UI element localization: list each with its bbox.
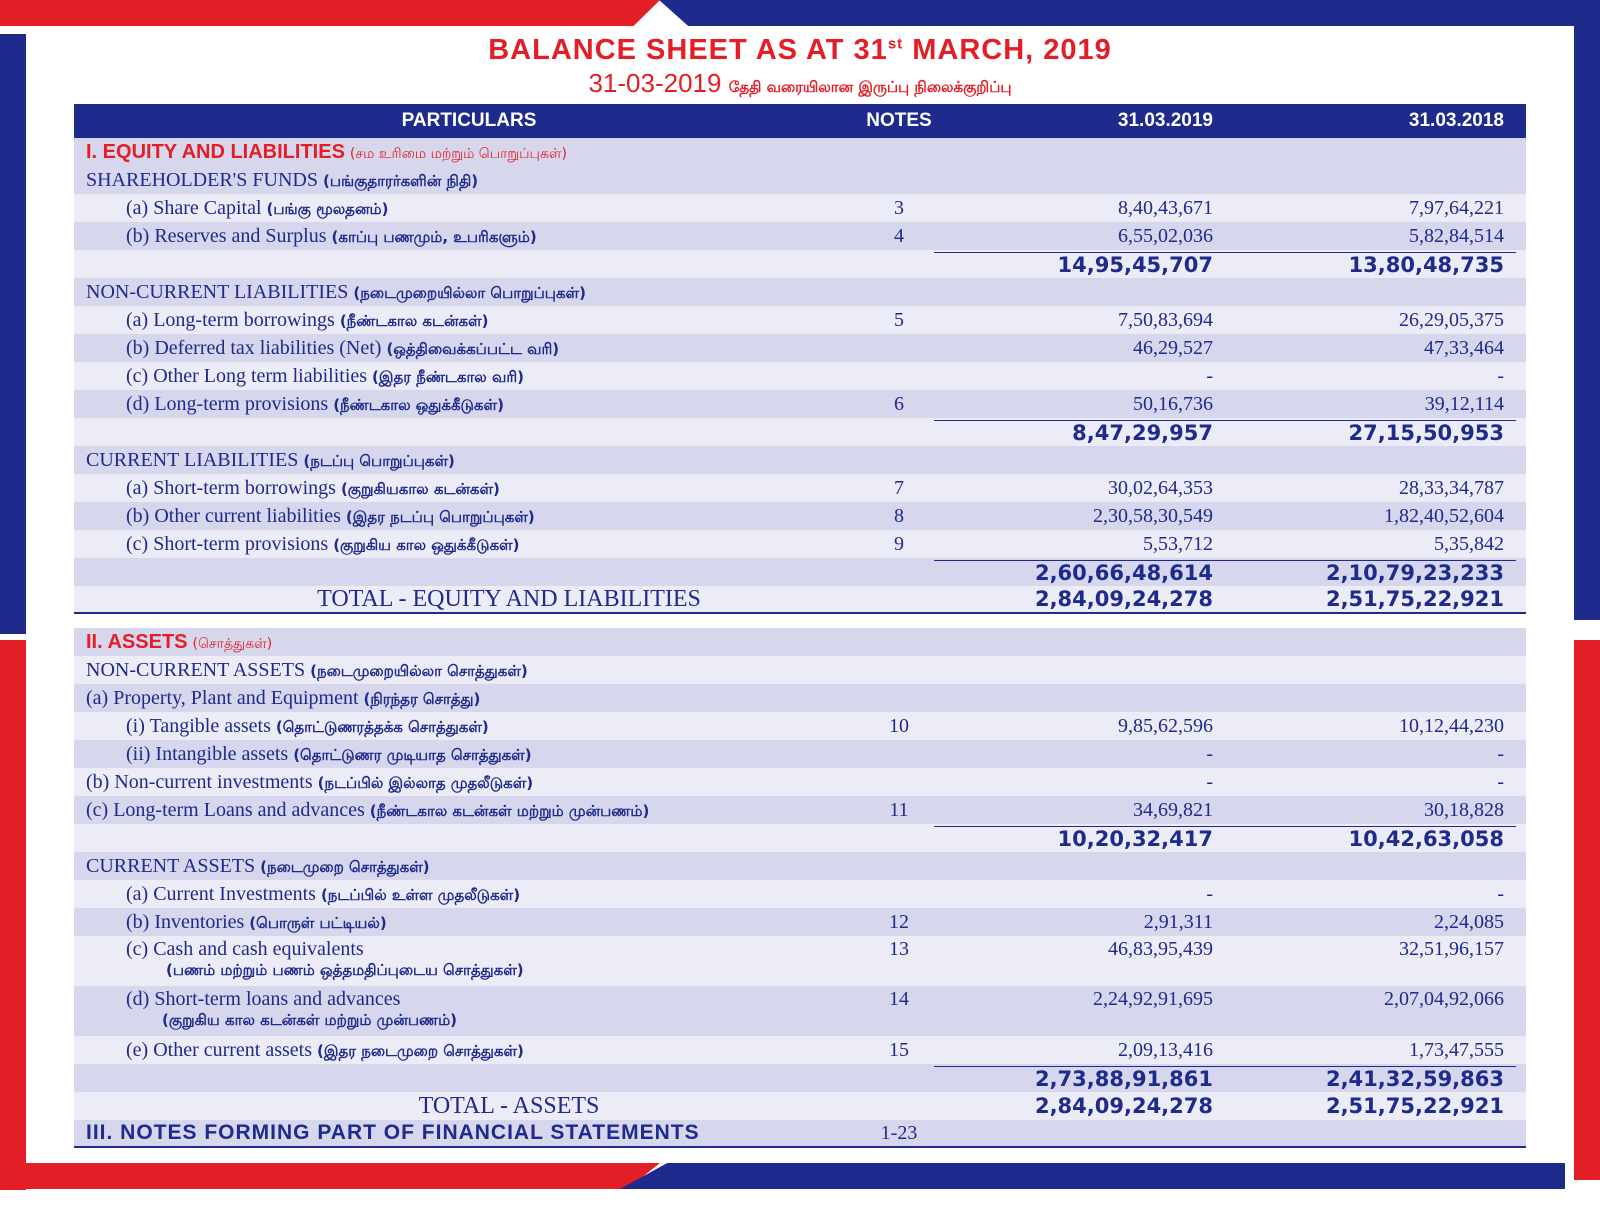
value-2019: 2,91,311 — [1143, 910, 1213, 933]
value-2018: 1,73,47,555 — [1409, 1038, 1504, 1061]
value-2019: 50,16,736 — [1133, 392, 1213, 415]
label-tamil: (குறுகிய கால கடன்கள் மற்றும் முன்பணம்) — [162, 1011, 458, 1029]
label-tamil: (நடப்பு பொறுப்புகள்) — [303, 451, 455, 470]
header-notes: NOTES — [866, 110, 932, 131]
frame-red-top-left — [0, 0, 660, 26]
subtotal-row — [74, 250, 1526, 278]
note: 3 — [894, 196, 904, 219]
table-row — [74, 986, 1526, 1036]
label-tamil: (நடப்பில் உள்ள முதலீடுகள்) — [320, 885, 521, 904]
label-tamil: (ஒத்திவைக்கப்பட்ட வரி) — [386, 339, 560, 358]
value-2018: 1,82,40,52,604 — [1384, 504, 1504, 527]
total-equity-liabilities-row — [74, 586, 1526, 614]
label-tamil: (நீண்டகால கடன்கள்) — [339, 311, 489, 330]
label: (b) Inventories — [126, 910, 245, 933]
label-tamil: (பணம் மற்றும் பணம் ஒத்தமதிப்புடைய சொத்துகள்) — [166, 961, 524, 979]
section-title: II. ASSETS — [86, 630, 188, 653]
page-title: BALANCE SHEET AS AT 31st MARCH, 2019 — [488, 34, 1112, 66]
notes-range: 1-23 — [880, 1121, 918, 1144]
label-tamil: (நிரந்தர சொத்து) — [363, 689, 481, 708]
label: (c) Short-term provisions — [126, 532, 329, 555]
label-tamil: (பொருள் பட்டியல்) — [249, 913, 387, 932]
value-2018: 28,33,34,787 — [1399, 476, 1504, 499]
label: NON-CURRENT LIABILITIES — [86, 280, 349, 303]
subtotal-2018: 2,10,79,23,233 — [1219, 560, 1516, 585]
value-2019: - — [1206, 364, 1213, 387]
label: (b) Non-current investments — [86, 770, 313, 793]
label: (b) Reserves and Surplus — [126, 224, 327, 247]
label: (d) Short-term loans and advances — [126, 988, 401, 1010]
frame-bottom-red — [0, 1163, 660, 1189]
total-2019: 2,84,09,24,278 — [1034, 587, 1213, 611]
subtotal-2019: 8,47,29,957 — [934, 420, 1219, 445]
subtotal-row — [74, 824, 1526, 852]
subtotal-2019: 2,60,66,48,614 — [934, 560, 1219, 585]
table-row — [74, 474, 1526, 502]
header-2019: 31.03.2019 — [1117, 110, 1213, 131]
value-2019: - — [1206, 882, 1213, 905]
table-row — [74, 222, 1526, 250]
total-label: TOTAL - EQUITY AND LIABILITIES — [317, 585, 701, 612]
note: 11 — [889, 798, 909, 821]
value-2018: - — [1497, 364, 1504, 387]
value-2019: - — [1206, 742, 1213, 765]
value-2018: 47,33,464 — [1424, 336, 1504, 359]
value-2019: 7,50,83,694 — [1118, 308, 1213, 331]
header-particulars: PARTICULARS — [401, 110, 537, 131]
value-2019: 34,69,821 — [1133, 798, 1213, 821]
total-2019: 2,84,09,24,278 — [1034, 1094, 1213, 1118]
label: CURRENT LIABILITIES — [86, 448, 299, 471]
total-2018: 2,51,75,22,921 — [1325, 1094, 1504, 1118]
section-heading-equity — [74, 138, 1526, 166]
table-header — [74, 104, 1526, 138]
label-tamil: (நடைமுறையில்லா பொறுப்புகள்) — [353, 283, 586, 302]
value-2019: 5,53,712 — [1143, 532, 1213, 555]
label: SHAREHOLDER'S FUNDS — [86, 168, 318, 191]
label: (e) Other current assets — [126, 1038, 313, 1061]
frame-left-red — [0, 640, 26, 1190]
frame-right-red — [1574, 640, 1600, 1180]
table-row — [74, 908, 1526, 936]
subtotal-2018: 27,15,50,953 — [1219, 420, 1516, 445]
section-title-tamil: (சொத்துகள்) — [192, 635, 273, 652]
label: (a) Long-term borrowings — [126, 308, 335, 331]
table-row — [74, 362, 1526, 390]
subtotal-row — [74, 1064, 1526, 1092]
table-row — [74, 768, 1526, 796]
subtotal-2019: 14,95,45,707 — [934, 252, 1219, 277]
note: 7 — [894, 476, 904, 499]
note: 10 — [889, 714, 909, 737]
subheading-shareholders — [74, 166, 1526, 194]
subtotal-2019: 2,73,88,91,861 — [934, 1066, 1219, 1091]
value-2019: 46,29,527 — [1133, 336, 1213, 359]
label-tamil: (இதர நடைமுறை சொத்துகள்) — [317, 1041, 524, 1060]
total-label: TOTAL - ASSETS — [418, 1092, 600, 1119]
subheading-nca — [74, 656, 1526, 684]
label: (c) Other Long term liabilities — [126, 364, 368, 387]
value-2019: 2,09,13,416 — [1118, 1038, 1213, 1061]
frame-left-blue — [0, 34, 26, 634]
subheading-cl — [74, 446, 1526, 474]
value-2019: 9,85,62,596 — [1118, 714, 1213, 737]
note: 4 — [894, 224, 904, 247]
value-2019: 46,83,95,439 — [1108, 938, 1213, 960]
value-2019: 2,30,58,30,549 — [1093, 504, 1213, 527]
label: (d) Long-term provisions — [126, 392, 329, 415]
table-row — [74, 936, 1526, 986]
table-row — [74, 880, 1526, 908]
table-row — [74, 796, 1526, 824]
label-tamil: (நீண்டகால ஒதுக்கீடுகள்) — [333, 395, 504, 414]
note: 9 — [894, 532, 904, 555]
page-subtitle: 31-03-2019 தேதி வரையிலான இருப்பு நிலைக்குறிப்பு — [588, 68, 1012, 98]
value-2018: 30,18,828 — [1424, 798, 1504, 821]
label: (c) Long-term Loans and advances — [86, 798, 365, 821]
note: 5 — [894, 308, 904, 331]
section-title-tamil: (சம உரிமை மற்றும் பொறுப்புகள்) — [349, 145, 568, 162]
label-tamil: (பங்கு மூலதனம்) — [266, 199, 389, 218]
value-2018: 10,12,44,230 — [1399, 714, 1504, 737]
value-2018: 32,51,96,157 — [1399, 938, 1504, 960]
value-2019: 8,40,43,671 — [1118, 196, 1213, 219]
label-tamil: (நடைமுறையில்லா சொத்துகள்) — [310, 661, 528, 680]
table-row — [74, 530, 1526, 558]
subtotal-2018: 13,80,48,735 — [1219, 252, 1516, 277]
frame-blue-top-right — [630, 0, 1600, 26]
label: (a) Current Investments — [126, 882, 316, 905]
value-2018: - — [1497, 742, 1504, 765]
value-2018: 26,29,05,375 — [1399, 308, 1504, 331]
label-tamil: (நீண்டகால கடன்கள் மற்றும் முன்பணம்) — [369, 801, 650, 820]
total-2018: 2,51,75,22,921 — [1325, 587, 1504, 611]
label: CURRENT ASSETS — [86, 854, 256, 877]
label: (c) Cash and cash equivalents — [126, 938, 364, 960]
section-title: I. EQUITY AND LIABILITIES — [86, 140, 345, 163]
label: (b) Other current liabilities — [126, 504, 341, 527]
value-2018: 5,35,842 — [1434, 532, 1504, 555]
label-tamil: (காப்பு பணமும், உபரிகளும்) — [331, 227, 537, 246]
note: 14 — [889, 988, 909, 1010]
table-row — [74, 390, 1526, 418]
subheading-ppe — [74, 684, 1526, 712]
label-tamil: (இதர நடப்பு பொறுப்புகள்) — [345, 507, 535, 526]
label-tamil: (நடைமுறை சொத்துகள்) — [260, 857, 430, 876]
subtotal-row — [74, 558, 1526, 586]
value-2019: 6,55,02,036 — [1118, 224, 1213, 247]
table-row — [74, 334, 1526, 362]
value-2018: 2,07,04,92,066 — [1384, 988, 1504, 1010]
label-tamil: (பங்குதாரர்களின் நிதி) — [322, 171, 479, 190]
frame-bottom-blue — [620, 1163, 1565, 1189]
subtotal-2018: 2,41,32,59,863 — [1219, 1066, 1516, 1091]
table-row — [74, 1036, 1526, 1064]
value-2018: 7,97,64,221 — [1409, 196, 1504, 219]
table-row — [74, 502, 1526, 530]
value-2018: - — [1497, 882, 1504, 905]
subtotal-2018: 10,42,63,058 — [1219, 826, 1516, 851]
label: (ii) Intangible assets — [126, 742, 289, 765]
label-tamil: (குறுகியகால கடன்கள்) — [340, 479, 500, 498]
subheading-ca — [74, 852, 1526, 880]
value-2019: 30,02,64,353 — [1108, 476, 1213, 499]
value-2019: 2,24,92,91,695 — [1093, 988, 1213, 1010]
value-2018: 2,24,085 — [1434, 910, 1504, 933]
subtotal-2019: 10,20,32,417 — [934, 826, 1219, 851]
note: 6 — [894, 392, 904, 415]
table-row — [74, 712, 1526, 740]
label: NON-CURRENT ASSETS — [86, 658, 306, 681]
notes-label: III. NOTES FORMING PART OF FINANCIAL STATEMENTS — [86, 1121, 700, 1144]
label: (b) Deferred tax liabilities (Net) — [126, 336, 382, 359]
balance-sheet-table — [74, 104, 1526, 1148]
label-tamil: (குறுகிய கால ஒதுக்கீடுகள்) — [333, 535, 520, 554]
value-2018: - — [1497, 770, 1504, 793]
header-2018: 31.03.2018 — [1408, 110, 1504, 131]
note: 15 — [889, 1038, 909, 1061]
label-tamil: (இதர நீண்டகால வரி) — [372, 367, 524, 386]
label-tamil: (தொட்டுணரத்தக்க சொத்துகள்) — [275, 717, 489, 736]
table-row — [74, 306, 1526, 334]
value-2018: 5,82,84,514 — [1409, 224, 1504, 247]
label: (i) Tangible assets — [126, 714, 271, 737]
notes-row — [74, 1120, 1526, 1148]
label: (a) Share Capital — [126, 196, 262, 219]
label: (a) Short-term borrowings — [126, 476, 336, 499]
table-row — [74, 194, 1526, 222]
subheading-ncl — [74, 278, 1526, 306]
subtotal-row — [74, 418, 1526, 446]
note: 13 — [889, 938, 909, 960]
label-tamil: (நடப்பில் இல்லாத முதலீடுகள்) — [317, 773, 534, 792]
note: 8 — [894, 504, 904, 527]
total-assets-row — [74, 1092, 1526, 1120]
label-tamil: (தொட்டுணர முடியாத சொத்துகள்) — [293, 745, 532, 764]
note: 12 — [889, 910, 909, 933]
table-row — [74, 740, 1526, 768]
value-2018: 39,12,114 — [1424, 392, 1504, 415]
value-2019: - — [1206, 770, 1213, 793]
label: (a) Property, Plant and Equipment — [86, 686, 359, 709]
section-heading-assets — [74, 628, 1526, 656]
